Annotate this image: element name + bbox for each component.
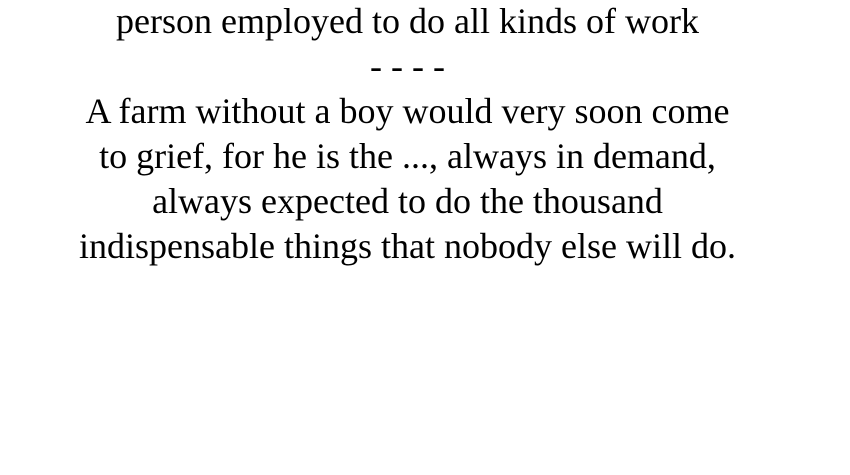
example-sentence <box>0 89 815 269</box>
example-line: A farm without a boy would very soon come <box>85 91 730 131</box>
divider-text: - - - - <box>370 46 445 86</box>
definition-text: person employed to do all kinds of work <box>116 1 699 41</box>
example-line: to grief, for he is the ..., always in demand, <box>99 136 716 176</box>
example-line: always expected to do the thousand <box>152 181 663 221</box>
example-line: indispensable things that nobody else will do. <box>79 226 736 266</box>
